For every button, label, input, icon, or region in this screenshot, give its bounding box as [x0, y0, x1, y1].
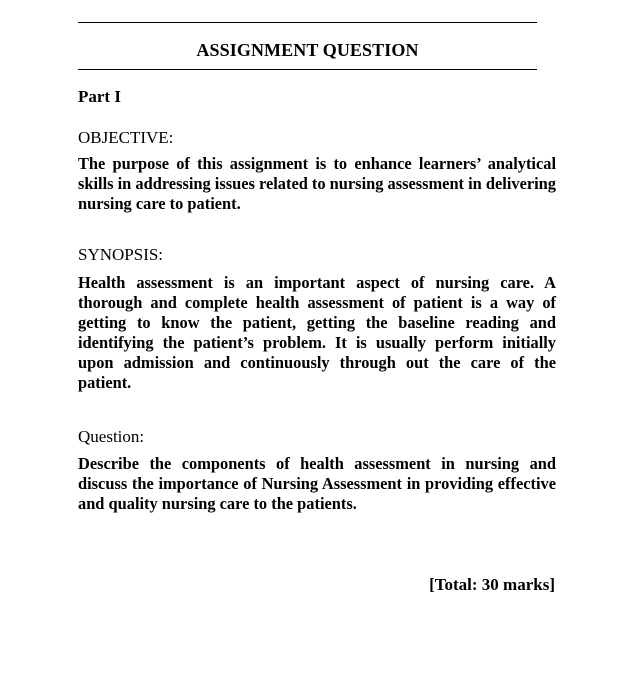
question-heading: Question: — [78, 427, 145, 446]
header-bottom-rule — [78, 69, 537, 70]
assignment-title: ASSIGNMENT QUESTION — [196, 40, 419, 60]
objective-heading: OBJECTIVE: — [78, 128, 174, 147]
objective-text: The purpose of this assignment is to enhance learners’ analytical skills in addressing issues related to nursing assessment in delivering nursing care to patient. — [78, 154, 556, 213]
part-label: Part I — [78, 87, 121, 106]
synopsis-heading: SYNOPSIS: — [78, 245, 164, 264]
total-marks: [Total: 30 marks] — [429, 575, 555, 594]
question-text: Describe the components of health assessment in nursing and discuss the importance of Nursing Assessment in providing effective and quality nursing care to the patients. — [78, 454, 556, 513]
header-top-rule — [78, 22, 537, 23]
synopsis-text: Health assessment is an important aspect of nursing care. A thorough and complete health assessment of patient is a way of getting to know the patient, getting the baseline reading and identifying the patient’s problem. It is usually perform initially upon admission and continuously through out the care of the patient. — [78, 273, 556, 392]
